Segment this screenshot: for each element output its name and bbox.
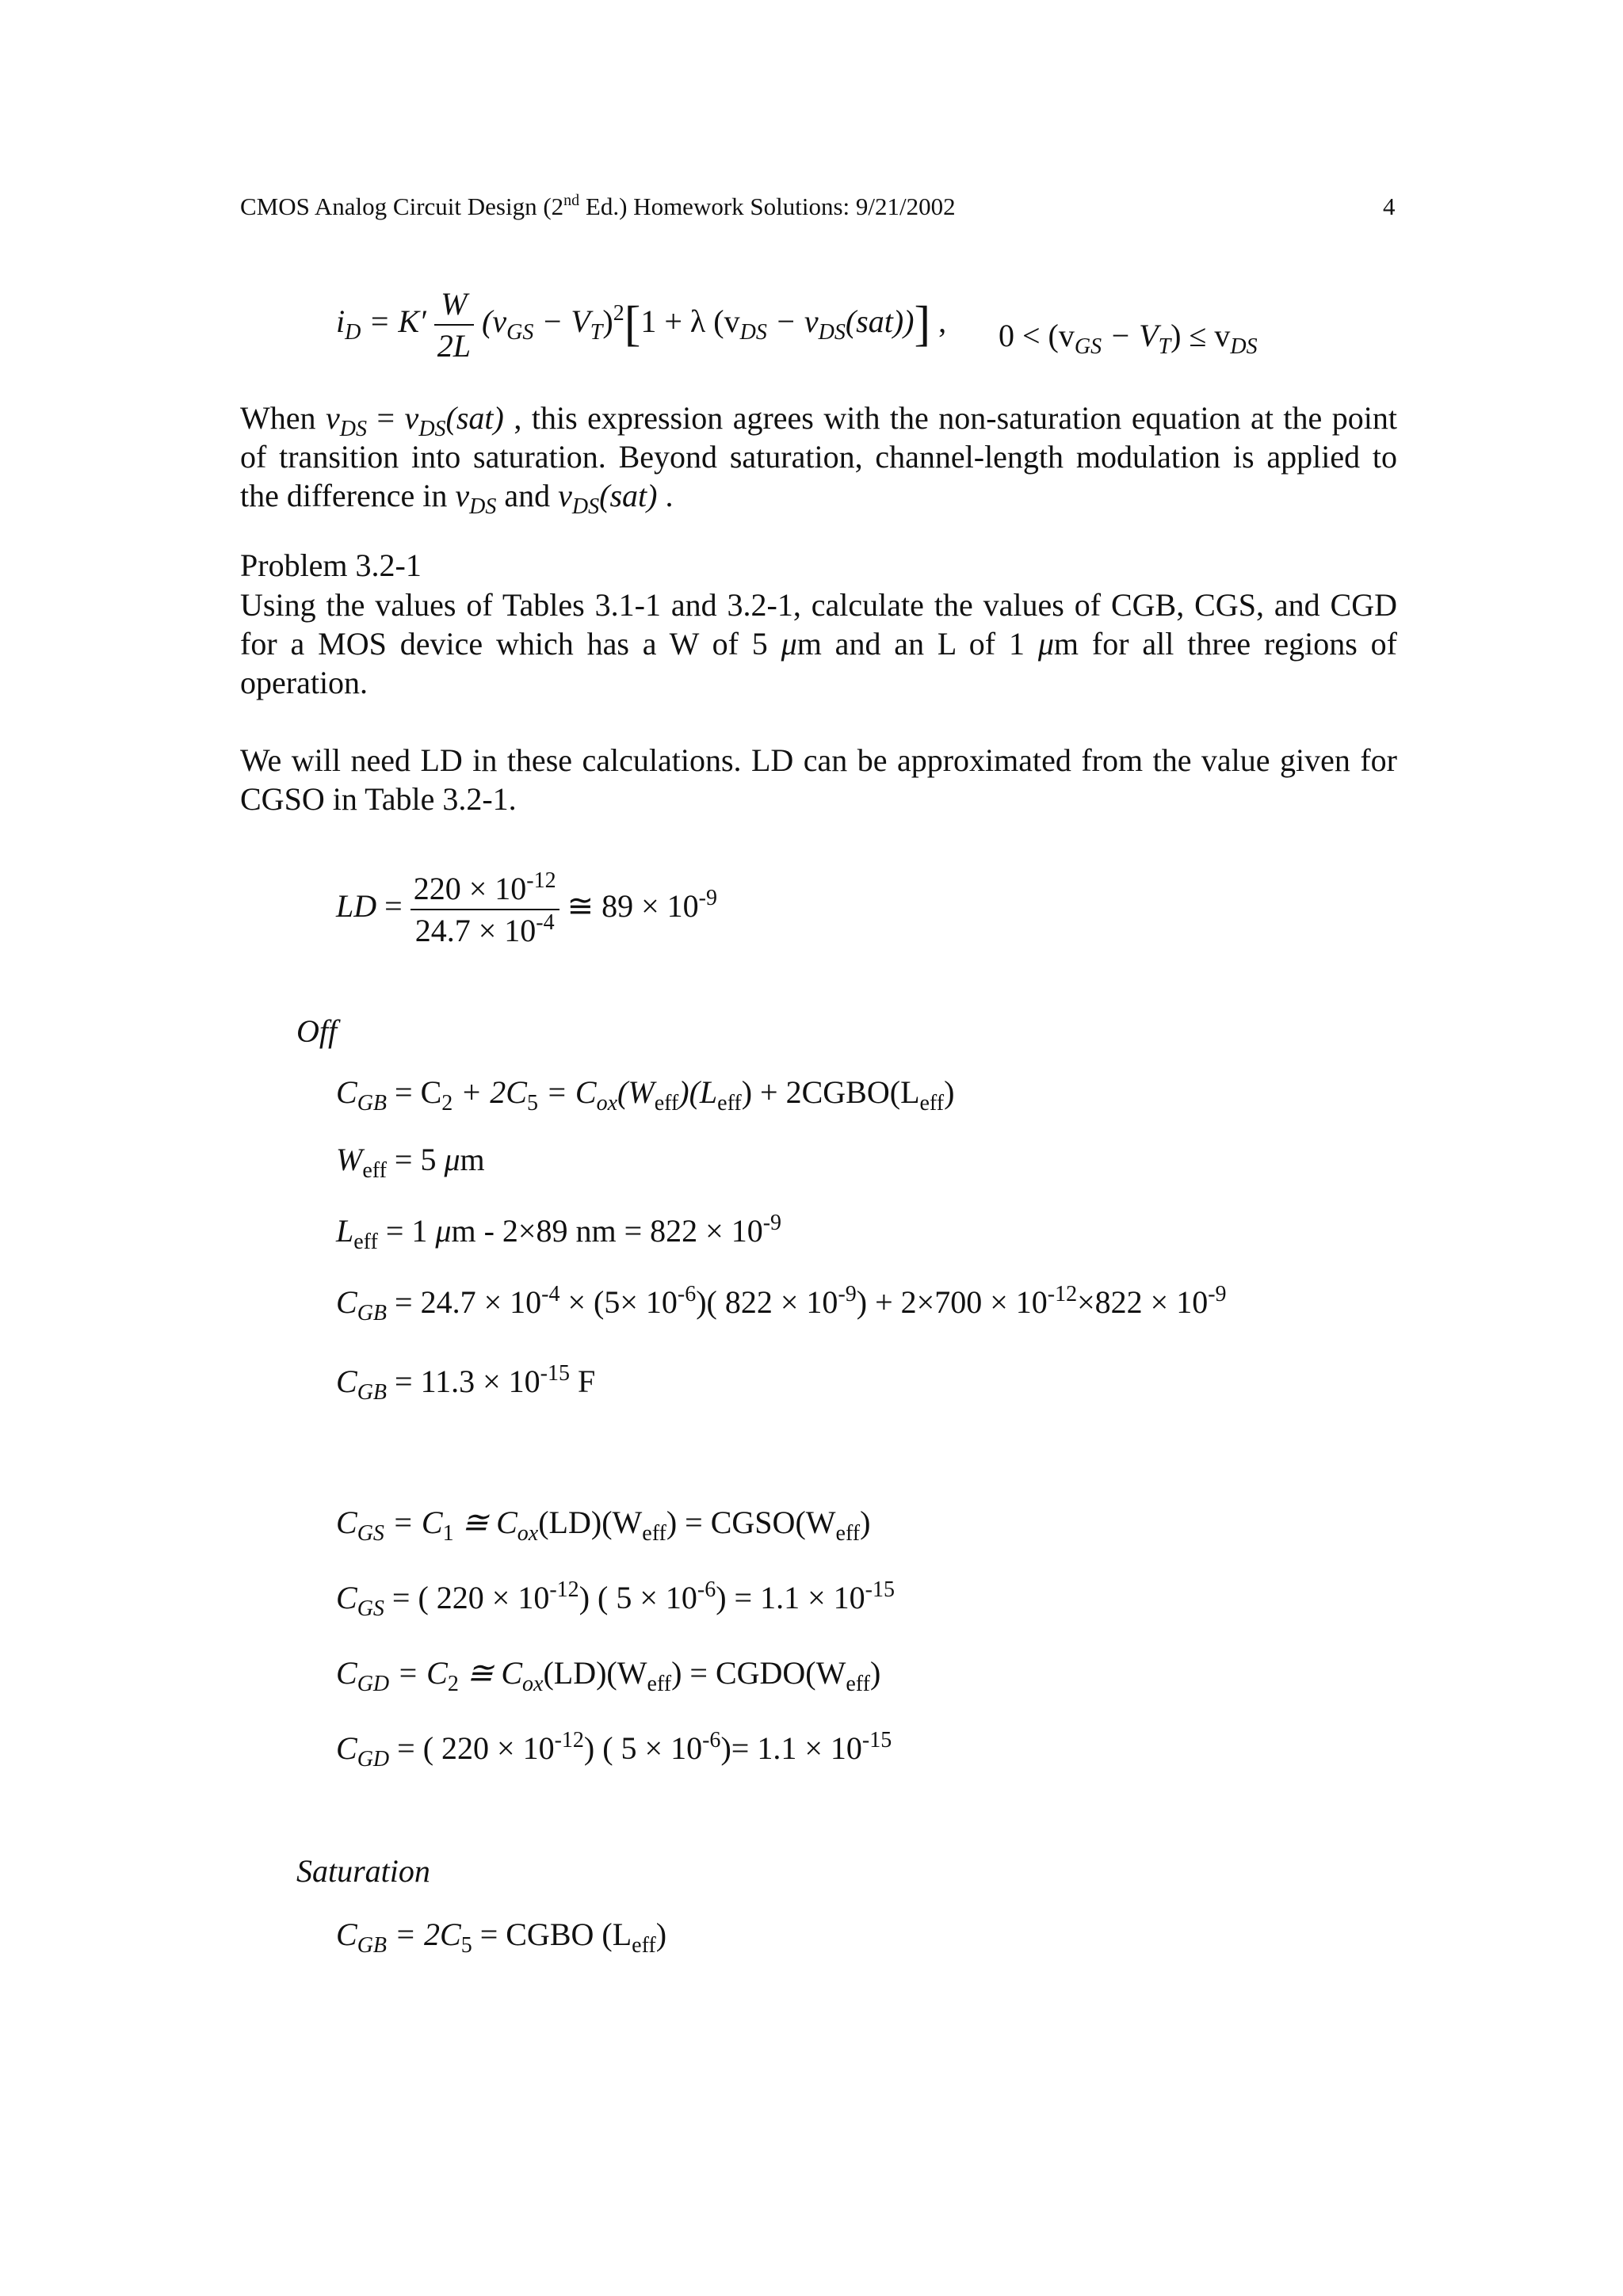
saturation-paragraph: When $v_{DS} = v_{DS}(sat)$ , this expression agrees with the non-saturation equation at the point of transition into saturation. Beyond saturation, channel-length modulation is applied to the difference in $v_{DS}$ and $v_{DS}(sat)$ . <box>240 400 1397 519</box>
cgb-numeric: $C_{GB} = 24.7 \times 10^{-4} \times (5\times 10^{-6})$( $822 \times 10^{-9}) + 2\times 700 \times 10^{-12}\times 822 \times 10^{-9}$ <box>336 1282 1227 1325</box>
problem-statement: Using the values of Tables 3.1-1 and 3.2-1, calculate the values of CGB, CGS, and CGD for a MOS device which has a W of 5 μm and an L of 1 μm for all three regions of operation. <box>240 587 1397 700</box>
cgb-definition: $C_{GB} = C_2 + 2C_5 = C_{ox}(W_{eff})(L_{eff})$ + $2CGBO(L_{eff})$ <box>336 1074 955 1116</box>
cgd-definition: $C_{GD} = C_2$ ≅ $C_{ox}(LD)(W_{eff})$ = $CGDO(W_{eff})$ <box>336 1655 881 1696</box>
off-heading: Off <box>296 1013 338 1049</box>
page-number: 4 <box>1383 193 1396 220</box>
leff-equation: $L_{eff} = 1$ μm - 2×89 nm = $822 \times 10^{-9}$ <box>336 1211 782 1254</box>
weff-equation: $W_{eff} = 5$ μm <box>336 1142 485 1183</box>
ld-fraction: $\frac{220 \times 10^{-12}}{24.7 \times 10^{-4}}$ <box>411 870 559 949</box>
saturation-condition: $0 < (v_{GS} - V_T) \le v_{DS}$ <box>999 318 1258 359</box>
problem-title: Problem 3.2-1 <box>240 547 422 583</box>
cgs-definition: $C_{GS} = C_1$ ≅ $C_{ox}(LD)(W_{eff})$ = $CGSO(W_{eff})$ <box>336 1505 871 1546</box>
cgb-result: $C_{GB} = 11.3 \times 10^{-15}$ F <box>336 1361 596 1405</box>
drain-current-equation: $i_D = K'$ $\frac{W}{2L}$ $(v_{GS} - V_T)^2[1 + \lambda$ $(v_{DS} - v_{DS}(sat))$] , <box>336 286 947 364</box>
page-header: CMOS Analog Circuit Design (2nd Ed.) Homework Solutions: 9/21/2002 <box>240 192 956 220</box>
cgd-numeric: $C_{GD}$ = ( $220 \times 10^{-12}$) ( $5 \times 10^{-6})= 1.1 \times 10^{-15}$ <box>336 1728 892 1772</box>
w-over-2l-fraction: $\frac{W}{2L}$ <box>434 285 474 364</box>
ld-paragraph: We will need LD in these calculations. LD can be approximated from the value given for CGSO in Table 3.2-1. <box>240 742 1397 817</box>
saturation-cgb-equation: $C_{GB} = 2C_5$ = CGBO $(L_{eff})$ <box>336 1917 667 1958</box>
cgs-numeric: $C_{GS}$ = ( $220 \times 10^{-12}$) ( $5 \times 10^{-6}) = 1.1 \times 10^{-15}$ <box>336 1577 895 1621</box>
saturation-heading: Saturation <box>296 1853 430 1889</box>
ld-equation: LD = $\frac{220 \times 10^{-12}}{24.7 \times 10^{-4}}$ ≅ $89 \times 10^{-9}$ <box>336 868 717 948</box>
